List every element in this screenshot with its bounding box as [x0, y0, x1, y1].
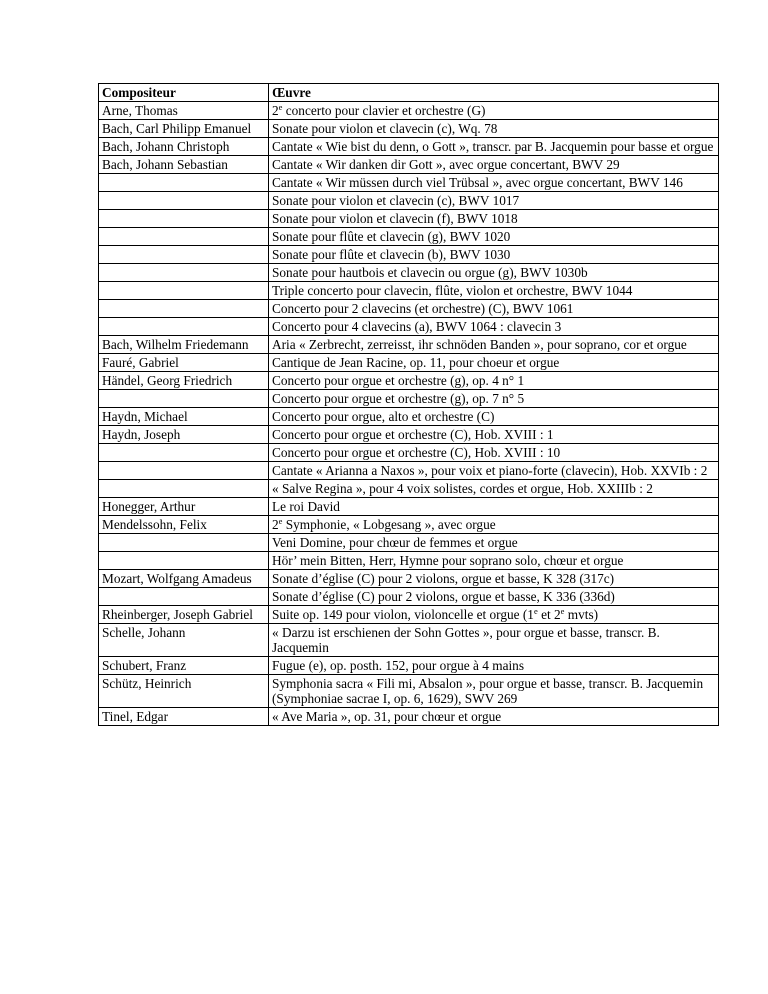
composer-cell: Haydn, Joseph [99, 426, 269, 444]
work-cell: Sonate pour flûte et clavecin (g), BWV 1020 [269, 228, 719, 246]
table-row [99, 426, 719, 444]
table-body [99, 84, 719, 726]
composer-cell: Honegger, Arthur [99, 498, 269, 516]
work-text: Symphonie, « Lobgesang », avec orgue [282, 517, 496, 532]
ordinal-superscript: e [560, 606, 565, 616]
composer-cell: Tinel, Edgar [99, 708, 269, 726]
composer-cell [99, 210, 269, 228]
composer-cell [99, 192, 269, 210]
table-row [99, 390, 719, 408]
work-cell: Triple concerto pour clavecin, flûte, violon et orchestre, BWV 1044 [269, 282, 719, 300]
work-cell: Sonate pour violon et clavecin (f), BWV 1018 [269, 210, 719, 228]
work-text: 2 [272, 517, 279, 532]
table-row [99, 606, 719, 624]
work-text: et 2 [537, 607, 561, 622]
composer-cell: Bach, Johann Christoph [99, 138, 269, 156]
composer-cell: Bach, Wilhelm Friedemann [99, 336, 269, 354]
composer-cell [99, 588, 269, 606]
table-row [99, 300, 719, 318]
composer-cell [99, 174, 269, 192]
ordinal-superscript: e [278, 102, 283, 112]
table-row [99, 534, 719, 552]
work-cell [269, 516, 719, 534]
work-text: Suite op. 149 pour violon, violoncelle et orgue (1 [272, 607, 534, 622]
composer-cell: Mendelssohn, Felix [99, 516, 269, 534]
table-row [99, 138, 719, 156]
table-row [99, 192, 719, 210]
table-row [99, 318, 719, 336]
work-cell: Aria « Zerbrecht, zerreisst, ihr schnöden Banden », pour soprano, cor et orgue [269, 336, 719, 354]
table-row [99, 174, 719, 192]
ordinal-superscript: e [278, 516, 283, 526]
table-row [99, 444, 719, 462]
table-row [99, 282, 719, 300]
composer-cell [99, 534, 269, 552]
composer-cell [99, 318, 269, 336]
table-row [99, 498, 719, 516]
work-cell: « Darzu ist erschienen der Sohn Gottes », pour orgue et basse, transcr. B. Jacquemin [269, 624, 719, 657]
work-cell: Concerto pour orgue et orchestre (C), Hob. XVIII : 1 [269, 426, 719, 444]
table-row [99, 264, 719, 282]
work-cell: Cantate « Wie bist du denn, o Gott », transcr. par B. Jacquemin pour basse et orgue [269, 138, 719, 156]
table-row [99, 354, 719, 372]
composer-cell: Schubert, Franz [99, 657, 269, 675]
table-row [99, 156, 719, 174]
composer-cell: Bach, Johann Sebastian [99, 156, 269, 174]
work-cell: Sonate pour flûte et clavecin (b), BWV 1030 [269, 246, 719, 264]
table-row [99, 588, 719, 606]
work-cell: Hör’ mein Bitten, Herr, Hymne pour soprano solo, chœur et orgue [269, 552, 719, 570]
work-cell [269, 606, 719, 624]
table-row [99, 552, 719, 570]
header-work: Œuvre [269, 84, 719, 102]
composer-cell: Rheinberger, Joseph Gabriel [99, 606, 269, 624]
work-cell: Le roi David [269, 498, 719, 516]
work-cell: Cantate « Wir danken dir Gott », avec orgue concertant, BWV 29 [269, 156, 719, 174]
work-cell: Symphonia sacra « Fili mi, Absalon », pour orgue et basse, transcr. B. Jacquemin (Symphoniae sacrae I, op. 6, 1629), SWV 269 [269, 675, 719, 708]
composer-cell [99, 390, 269, 408]
table-row [99, 708, 719, 726]
work-cell: Sonate d’église (C) pour 2 violons, orgue et basse, K 336 (336d) [269, 588, 719, 606]
composer-cell [99, 480, 269, 498]
work-cell: Sonate pour violon et clavecin (c), BWV 1017 [269, 192, 719, 210]
work-cell: « Ave Maria », op. 31, pour chœur et orgue [269, 708, 719, 726]
work-cell: Concerto pour orgue et orchestre (g), op. 7 n° 5 [269, 390, 719, 408]
table-row [99, 228, 719, 246]
table-row [99, 336, 719, 354]
table-row [99, 480, 719, 498]
composer-cell [99, 300, 269, 318]
table-row [99, 516, 719, 534]
work-cell: Fugue (e), op. posth. 152, pour orgue à 4 mains [269, 657, 719, 675]
composer-cell: Mozart, Wolfgang Amadeus [99, 570, 269, 588]
composer-cell: Händel, Georg Friedrich [99, 372, 269, 390]
composer-cell [99, 552, 269, 570]
header-composer: Compositeur [99, 84, 269, 102]
work-cell: Cantate « Wir müssen durch viel Trübsal », avec orgue concertant, BWV 146 [269, 174, 719, 192]
work-cell: Concerto pour orgue et orchestre (g), op. 4 n° 1 [269, 372, 719, 390]
table-row [99, 102, 719, 120]
works-table [98, 83, 719, 726]
work-cell: « Salve Regina », pour 4 voix solistes, cordes et orgue, Hob. XXIIIb : 2 [269, 480, 719, 498]
composer-cell: Schelle, Johann [99, 624, 269, 657]
table-row [99, 408, 719, 426]
work-text: 2 [272, 103, 279, 118]
composer-cell [99, 246, 269, 264]
work-cell: Sonate pour hautbois et clavecin ou orgue (g), BWV 1030b [269, 264, 719, 282]
header-row [99, 84, 719, 102]
work-cell [269, 102, 719, 120]
work-cell: Cantate « Arianna a Naxos », pour voix et piano-forte (clavecin), Hob. XXVIb : 2 [269, 462, 719, 480]
composer-cell: Fauré, Gabriel [99, 354, 269, 372]
work-cell: Cantique de Jean Racine, op. 11, pour choeur et orgue [269, 354, 719, 372]
composer-cell: Schütz, Heinrich [99, 675, 269, 708]
table-row [99, 210, 719, 228]
table-row [99, 462, 719, 480]
work-cell: Concerto pour 2 clavecins (et orchestre) (C), BWV 1061 [269, 300, 719, 318]
composer-cell [99, 282, 269, 300]
composer-cell [99, 462, 269, 480]
work-cell: Sonate pour violon et clavecin (c), Wq. 78 [269, 120, 719, 138]
work-cell: Veni Domine, pour chœur de femmes et orgue [269, 534, 719, 552]
composer-cell [99, 444, 269, 462]
composer-cell [99, 264, 269, 282]
table-row [99, 624, 719, 657]
table-row [99, 675, 719, 708]
table-row [99, 372, 719, 390]
composer-cell: Arne, Thomas [99, 102, 269, 120]
table-row [99, 120, 719, 138]
composer-cell: Haydn, Michael [99, 408, 269, 426]
composer-cell: Bach, Carl Philipp Emanuel [99, 120, 269, 138]
table-row [99, 246, 719, 264]
work-cell: Sonate d’église (C) pour 2 violons, orgue et basse, K 328 (317c) [269, 570, 719, 588]
work-cell: Concerto pour 4 clavecins (a), BWV 1064 : clavecin 3 [269, 318, 719, 336]
table-row [99, 570, 719, 588]
work-cell: Concerto pour orgue et orchestre (C), Hob. XVIII : 10 [269, 444, 719, 462]
ordinal-superscript: e [533, 606, 538, 616]
work-text: concerto pour clavier et orchestre (G) [282, 103, 486, 118]
work-text: mvts) [564, 607, 599, 622]
work-cell: Concerto pour orgue, alto et orchestre (C) [269, 408, 719, 426]
composer-cell [99, 228, 269, 246]
table-row [99, 657, 719, 675]
